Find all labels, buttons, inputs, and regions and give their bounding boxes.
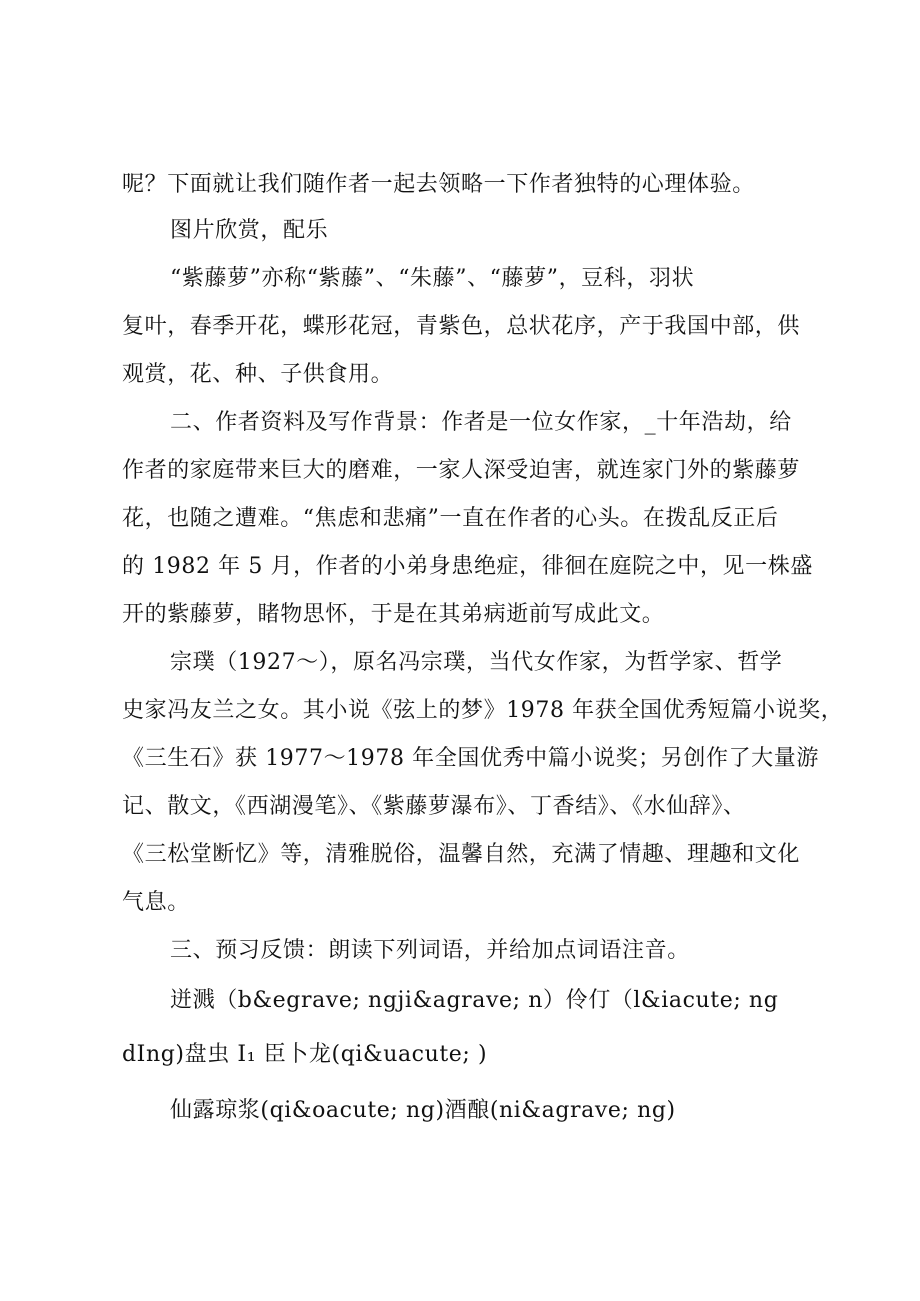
text-line: 《三生石》获 1977～1978 年全国优秀中篇小说奖；另创作了大量游 bbox=[122, 746, 819, 771]
text-line: 迸溅（b&egrave; ngji&agrave; n）伶仃（l&iacute; ng bbox=[170, 988, 779, 1013]
text-line: “紫藤萝”亦称“紫藤”、“朱藤”、“藤萝”，豆科，羽状 bbox=[170, 266, 695, 291]
text-line: 呢？下面就让我们随作者一起去领略一下作者独特的心理体验。 bbox=[122, 172, 755, 197]
text-line: 三、预习反馈：朗读下列词语，并给加点词语注音。 bbox=[170, 938, 690, 963]
text-line: 花，也随之遭难。“焦虑和悲痛”一直在作者的心头。在拨乱反正后 bbox=[122, 506, 779, 531]
text-line: 作者的家庭带来巨大的磨难，一家人深受迫害，就连家门外的紫藤萝 bbox=[122, 458, 801, 483]
text-line: 记、散文，《西湖漫笔》、《紫藤萝瀑布》、丁香结》、《水仙辞》、 bbox=[122, 794, 746, 819]
text-line: 复叶，春季开花，蝶形花冠，青紫色，总状花序，产于我国中部，供 bbox=[122, 314, 801, 339]
text-line: 史家冯友兰之女。其小说《弦上的梦》1978 年获全国优秀短篇小说奖， bbox=[122, 698, 844, 723]
text-line: 观赏，花、种、子供食用。 bbox=[122, 362, 394, 387]
text-line: 开的紫藤萝，睹物思怀，于是在其弟病逝前写成此文。 bbox=[122, 602, 665, 627]
text-line: 气息。 bbox=[122, 890, 190, 915]
text-line: dIng)盘虫 I₁ 臣卜龙(qi&uacute; ) bbox=[122, 1042, 488, 1067]
text-line: 《三松堂断忆》等，清雅脱俗，温馨自然，充满了情趣、理趣和文化 bbox=[122, 842, 801, 867]
text-line: 图片欣赏，配乐 bbox=[170, 218, 329, 243]
text-line: 的 1982 年 5 月，作者的小弟身患绝症，徘徊在庭院之中，见一株盛 bbox=[122, 554, 813, 579]
text-line: 二、作者资料及写作背景：作者是一位女作家，_十年浩劫，给 bbox=[170, 410, 792, 435]
text-line: 仙露琼浆(qi&oacute; ng)酒酿(ni&agrave; ng) bbox=[170, 1098, 676, 1123]
text-line: 宗璞（1927～），原名冯宗璞，当代女作家，为哲学家、哲学 bbox=[170, 650, 783, 675]
